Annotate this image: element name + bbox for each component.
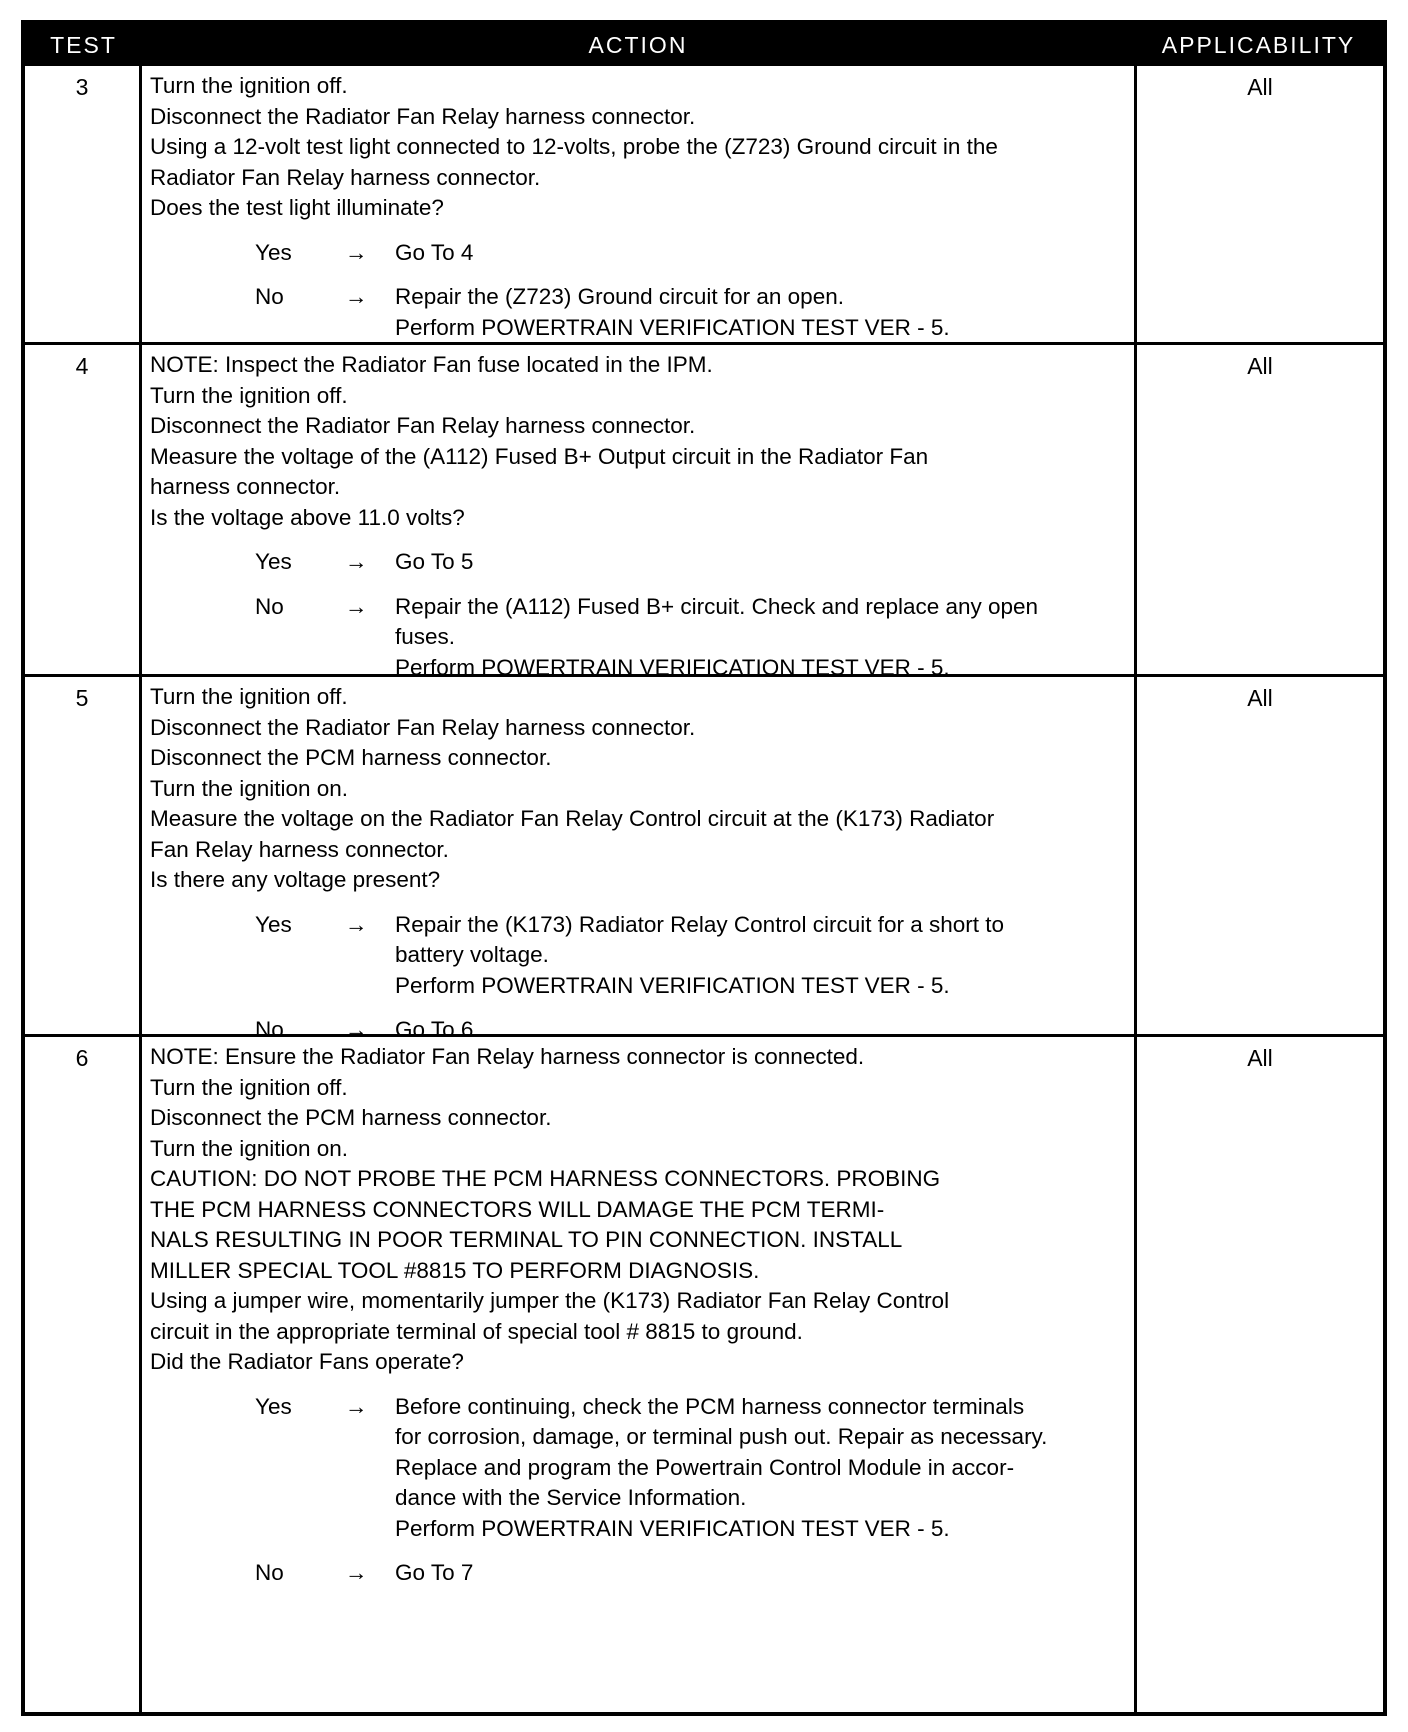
- arrow-icon: →: [345, 1560, 368, 1585]
- action-line: Disconnect the Radiator Fan Relay harness connector.: [150, 103, 696, 129]
- result-yes: [150, 547, 1128, 578]
- applicability: All: [1134, 1037, 1383, 1712]
- table-body: [25, 66, 1383, 1712]
- result-line: Go To 7: [395, 1560, 474, 1585]
- action-line: Is the voltage above 11.0 volts?: [150, 504, 465, 530]
- action-line: THE PCM HARNESS CONNECTORS WILL DAMAGE THE PCM TERMI-: [150, 1196, 885, 1222]
- action-line: Is there any voltage present?: [150, 867, 441, 892]
- result-line: Repair the (K173) Radiator Relay Control circuit for a short to: [395, 911, 1005, 937]
- result-label: Yes: [255, 1393, 292, 1419]
- result-label: No: [255, 593, 284, 619]
- arrow-icon: →: [345, 1393, 368, 1419]
- result-line: Perform POWERTRAIN VERIFICATION TEST VER - 5.: [395, 654, 950, 680]
- test-number: 3: [25, 66, 142, 342]
- result-line: Repair the (A112) Fused B+ circuit. Check and replace any open: [395, 593, 1039, 619]
- result-text: [395, 1392, 1128, 1545]
- result-line: Go To 6: [395, 1017, 474, 1042]
- result-yes: [150, 1392, 1128, 1545]
- result-line: Perform POWERTRAIN VERIFICATION TEST VER - 5.: [395, 972, 950, 998]
- result-label: Yes: [255, 549, 292, 574]
- result-text: [395, 910, 1128, 1002]
- result-text: [395, 592, 1128, 684]
- result-label: Yes: [255, 239, 292, 265]
- header-test: TEST: [50, 31, 117, 58]
- header-applicability: APPLICABILITY: [1161, 31, 1356, 58]
- table-row: [25, 1034, 1383, 1712]
- result-line: Repair the (Z723) Ground circuit for an open.: [395, 284, 844, 309]
- action-line: Disconnect the Radiator Fan Relay harness connector.: [150, 714, 696, 740]
- action-line: Turn the ignition on.: [150, 1135, 349, 1161]
- table-row: [25, 342, 1383, 680]
- result-label: Yes: [255, 911, 292, 937]
- result-line: Go To 5: [395, 549, 474, 574]
- action-line: Using a 12-volt test light connected to 12-volts, probe the (Z723) Ground circuit in the: [150, 134, 998, 159]
- arrow-icon: →: [345, 911, 368, 937]
- header-action: ACTION: [588, 31, 688, 58]
- result-text: [395, 238, 1128, 269]
- action-line: CAUTION: DO NOT PROBE THE PCM HARNESS CONNECTORS. PROBING: [150, 1166, 941, 1191]
- result-text: [395, 547, 1128, 578]
- action-line: Fan Relay harness connector.: [150, 836, 449, 862]
- result-line: Replace and program the Powertrain Control Module in accor-: [395, 1454, 1015, 1480]
- action-line: Radiator Fan Relay harness connector.: [150, 164, 541, 190]
- action-line: Did the Radiator Fans operate?: [150, 1349, 464, 1374]
- result-line: Before continuing, check the PCM harness connector terminals: [395, 1393, 1025, 1419]
- action-cell: [142, 1037, 1134, 1712]
- action-line: NOTE: Ensure the Radiator Fan Relay harness connector is connected.: [150, 1044, 865, 1069]
- action-cell: [142, 66, 1134, 342]
- test-number: 4: [25, 345, 142, 674]
- action-line: harness connector.: [150, 474, 341, 499]
- result-line: Go To 4: [395, 239, 474, 265]
- result-line: Perform POWERTRAIN VERIFICATION TEST VER - 5.: [395, 1515, 950, 1541]
- result-no: [150, 592, 1128, 684]
- action-line: Disconnect the PCM harness connector.: [150, 745, 552, 770]
- result-no: [150, 282, 1128, 343]
- action-line: Disconnect the Radiator Fan Relay harness connector.: [150, 413, 696, 438]
- arrow-icon: →: [345, 239, 368, 265]
- result-line: battery voltage.: [395, 942, 549, 967]
- result-no: [150, 1558, 1128, 1589]
- applicability: All: [1134, 66, 1383, 342]
- action-line: circuit in the appropriate terminal of special tool # 8815 to ground.: [150, 1318, 803, 1344]
- result-label: No: [255, 1017, 284, 1042]
- diagnostic-table: [21, 20, 1387, 1716]
- action-line: MILLER SPECIAL TOOL #8815 TO PERFORM DIAGNOSIS.: [150, 1257, 760, 1283]
- result-line: fuses.: [395, 624, 456, 649]
- action-line: Turn the ignition off.: [150, 382, 348, 408]
- applicability: All: [1134, 677, 1383, 1034]
- action-line: Measure the voltage on the Radiator Fan Relay Control circuit at the (K173) Radiator: [150, 806, 995, 831]
- result-line: Perform POWERTRAIN VERIFICATION TEST VER - 5.: [395, 314, 950, 340]
- action-line: Turn the ignition off.: [150, 684, 348, 709]
- action-line: Does the test light illuminate?: [150, 195, 444, 220]
- action-line: Using a jumper wire, momentarily jumper the (K173) Radiator Fan Relay Control: [150, 1288, 950, 1313]
- action-line: Measure the voltage of the (A112) Fused B+ Output circuit in the Radiator Fan: [150, 443, 929, 469]
- result-text: [395, 282, 1128, 343]
- result-line: for corrosion, damage, or terminal push out. Repair as necessary.: [395, 1424, 1048, 1449]
- applicability: All: [1134, 345, 1383, 674]
- result-text: [395, 1558, 1128, 1589]
- action-cell: [142, 345, 1134, 680]
- arrow-icon: →: [345, 549, 368, 574]
- arrow-icon: →: [345, 593, 368, 619]
- action-line: Turn the ignition off.: [150, 1074, 348, 1100]
- result-label: No: [255, 284, 284, 309]
- result-line: dance with the Service Information.: [395, 1485, 747, 1510]
- table-row: [25, 674, 1383, 1042]
- action-line: Disconnect the PCM harness connector.: [150, 1105, 552, 1130]
- arrow-icon: →: [345, 284, 368, 309]
- test-number: 6: [25, 1037, 142, 1712]
- action-line: NALS RESULTING IN POOR TERMINAL TO PIN CONNECTION. INSTALL: [150, 1227, 903, 1252]
- action-line: Turn the ignition off.: [150, 73, 348, 98]
- action-cell: [142, 677, 1134, 1042]
- table-row: [25, 66, 1383, 342]
- action-line: NOTE: Inspect the Radiator Fan fuse located in the IPM.: [150, 352, 713, 377]
- result-label: No: [255, 1560, 284, 1585]
- result-yes: [150, 238, 1128, 269]
- table-header: [25, 24, 1383, 66]
- action-line: Turn the ignition on.: [150, 775, 349, 801]
- test-number: 5: [25, 677, 142, 1034]
- arrow-icon: →: [345, 1017, 368, 1042]
- result-yes: [150, 910, 1128, 1002]
